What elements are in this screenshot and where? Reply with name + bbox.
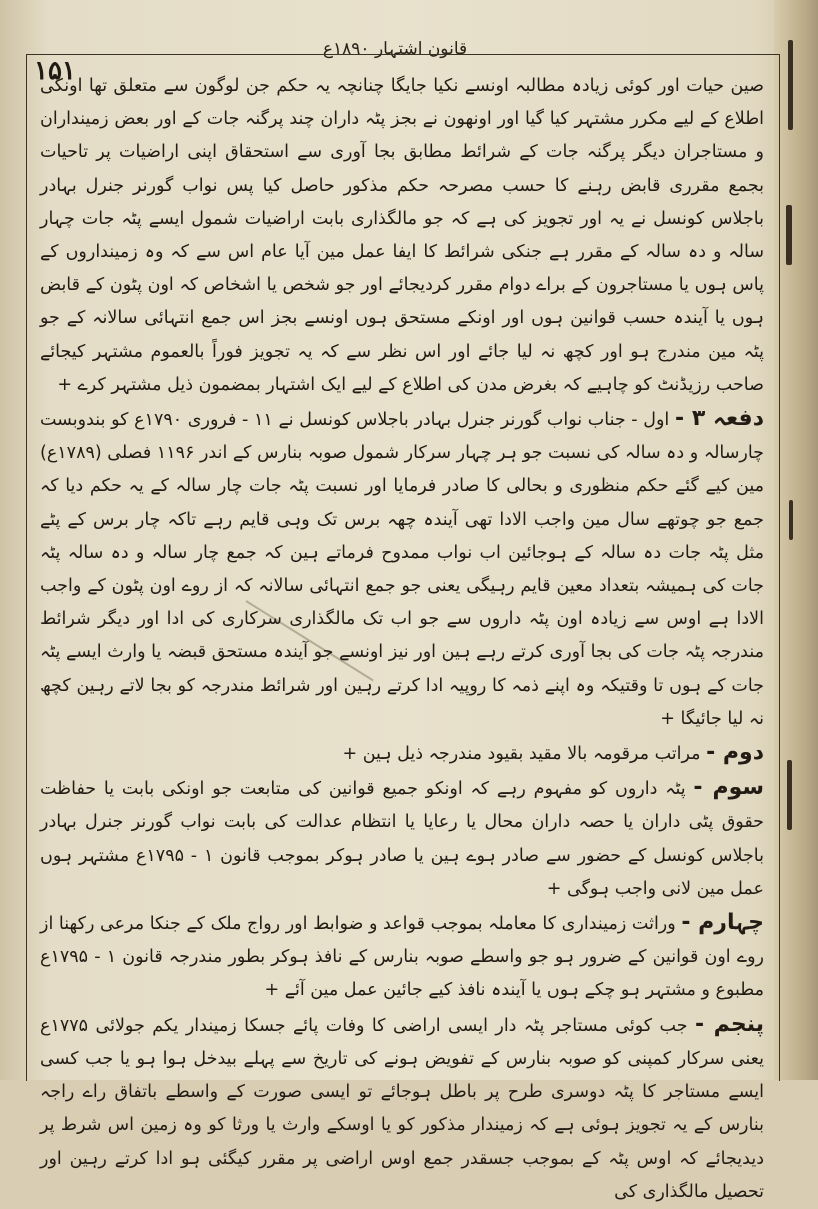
page-number: ۱۵۱ [34,56,76,86]
paragraph-section-3-first: دفعہ ۳ - اول - جناب نواب گورنر جنرل بہادر باجلاس کونسل نے ۱۱ - فروری ۱۷۹۰ع کو بندوبست چارسالہ و دہ سالہ کی نسبت جو ہر چہار سرکار شمول صوبہ بنارس کے اندر ۱۱۹۶ فصلی (۱۷۸۹ع) مین کیے گئے حکم منظوری و بحالی کا صادر فرمایا اور نسبت پٹہ جات چار سالہ کے یہ حکم دیا کہ جمع جو چوتھے سال مین واجب الادا تھی آیندہ چھہ برس تک وہی قایم رہے تاکہ چار برس کے پٹے مثل پٹہ جات دہ سالہ کے ہوجائین اب نواب ممدوح فرماتے ہین کہ جمع چار سالہ و دہ سالہ پٹہ جات کی ہمیشہ بتعداد معین قایم رہیگی یعنی جو جمع انتہائی سالانہ کہ از روے اون پٹون کے واجب الادا ہے اوس سے زیادہ اون پٹہ داروں سے جو اب تک مالگذاری سرکاری کی ادا اور دیگر شرائط مندرجہ پٹہ جات کی بجا آوری کرتے رہے ہین اور نیز اونسے جو آیندہ مستحق قبضہ یا وارث ایسے پٹہ جات کے ہوں تا وقتیکہ وہ اپنے ذمہ کا روپیہ ادا کرتے رہین اور شرائط مندرجہ کو بجا لاتے رہین کچھ نہ لیا جائیگا + [40,406,765,729]
page-spine-edge [774,0,818,1080]
paragraph-intro: صین حیات اور کوئی زیادہ مطالبہ اونسے نکیا جایگا چنانچہ یہ حکم جن لوگون سے متعلق تھا اونکی اطلاع کے لیے مکرر مشتہر کیا گیا اور اونھون نے بجز پٹہ داران چند پرگنہ جات کے اور بعض زمینداران و مستاجران دیگر پرگنہ جات کے شرائط مطابق بجا آوری سے استحقاق اپنی اراضیات پر تاحیات بجمع مقرری قابض رہنے کا حسب مصرحہ حکم مذکور حاصل کیا پس نواب گورنر جنرل بہادر باجلاس کونسل نے یہ اور تجویز کی ہے کہ جو مالگذاری بابت اراضیات شمول ایسے پٹہ جات چہار سالہ و دہ سالہ کے مقرر ہے جنکی شرائط کا ایفا عمل مین آیا عام اس سے کہ وہ زمینداروں کے پاس ہوں یا مستاجرون کے براے دوام مقرر کردیجائے اور جو شخص یا اشخاص کہ اون پٹون کے قابض ہوں یا آیندہ حسب قوانین ہوں اور اونکے مستحق ہوں اونسے بجز اس جمع انتہائی سالانہ کے جو پٹہ مین مندرج ہو اور کچھ نہ لیا جائے اور اس نظر سے کہ یہ تجویز فوراً بالعموم مشتہر کیجائے صاحب رزیڈنٹ کو چاہیے کہ بغرض مدن کی اطلاع کے لیے ایک اشتہار بمضمون ذیل مشتہر کرے + [40,76,764,395]
paragraph-fourth: چہارم - وراثت زمینداری کا معاملہ بموجب قواعد و ضوابط اور رواج ملک کے جنکا مرعی رکھنا از روے اون قوانین کے ضرور ہو جو واسطے صوبہ بنارس کے نافذ ہوکر بطور مندرجہ قانون ۱ - ۱۷۹۵ع مطبوع و مشتہر ہو چکے ہوں یا آیندہ نافذ کیے جائین عمل مین آئے + [40,910,764,1001]
body-text [40,70,764,1209]
paragraph-second: دوم - مراتب مرقومہ بالا مقید بقیود مندرجہ ذیل ہین + [342,740,764,766]
running-title: قانون اشتہار ۱۸۹۰ع [322,39,468,59]
paragraph-fifth: پنجم - جب کوئی مستاجر پٹہ دار ایسی اراضی کا وفات پائے جسکا زمیندار یکم جولائی ۱۷۷۵ع یعنی سرکار کمپنی کو صوبہ بنارس کے تفویض ہونے کی تاریخ سے پہلے بیدخل ہوا ہو یا جب کسی ایسے مستاجر کا پٹہ دوسری طرح پر باطل ہوجائے تو ایسی صورت کے واسطے باتفاق راے راجہ بنارس کے یہ تجویز ہوئی ہے کہ زمیندار مذکور کو یا اوسکے وارث یا ورثا کو وہ زمین اس شرط پر دیدیجائے کہ اوس پٹہ کے بموجب جسقدر جمع اوس اراضی پر مقرر کیگئی ہو ادا کرتے رہین اور تحصیل مالگذاری کی [40,1011,764,1202]
paragraph-third: سوم - پٹہ داروں کو مفہوم رہے کہ اونکو جمیع قوانین کی متابعت جو اونکی بابت یا حفاظت حقوق پٹی داران یا حصہ داران محال یا رعایا یا انتظام عدالت کی بابت نواب گورنر جنرل بہادر باجلاس کونسل کے حضور سے صادر ہوے ہین یا صادر ہوکر بموجب قانون ۱ - ۱۷۹۵ع مشتہر ہوں عمل مین لانی واجب ہوگی + [40,775,764,899]
section-label-dafa-3: دفعہ ۳ - [674,406,764,432]
section-label-third: سوم - [693,775,764,801]
section-label-second: دوم - [706,740,764,766]
section-label-fourth: چہارم - [681,910,764,936]
section-label-fifth: پنجم - [694,1011,764,1037]
